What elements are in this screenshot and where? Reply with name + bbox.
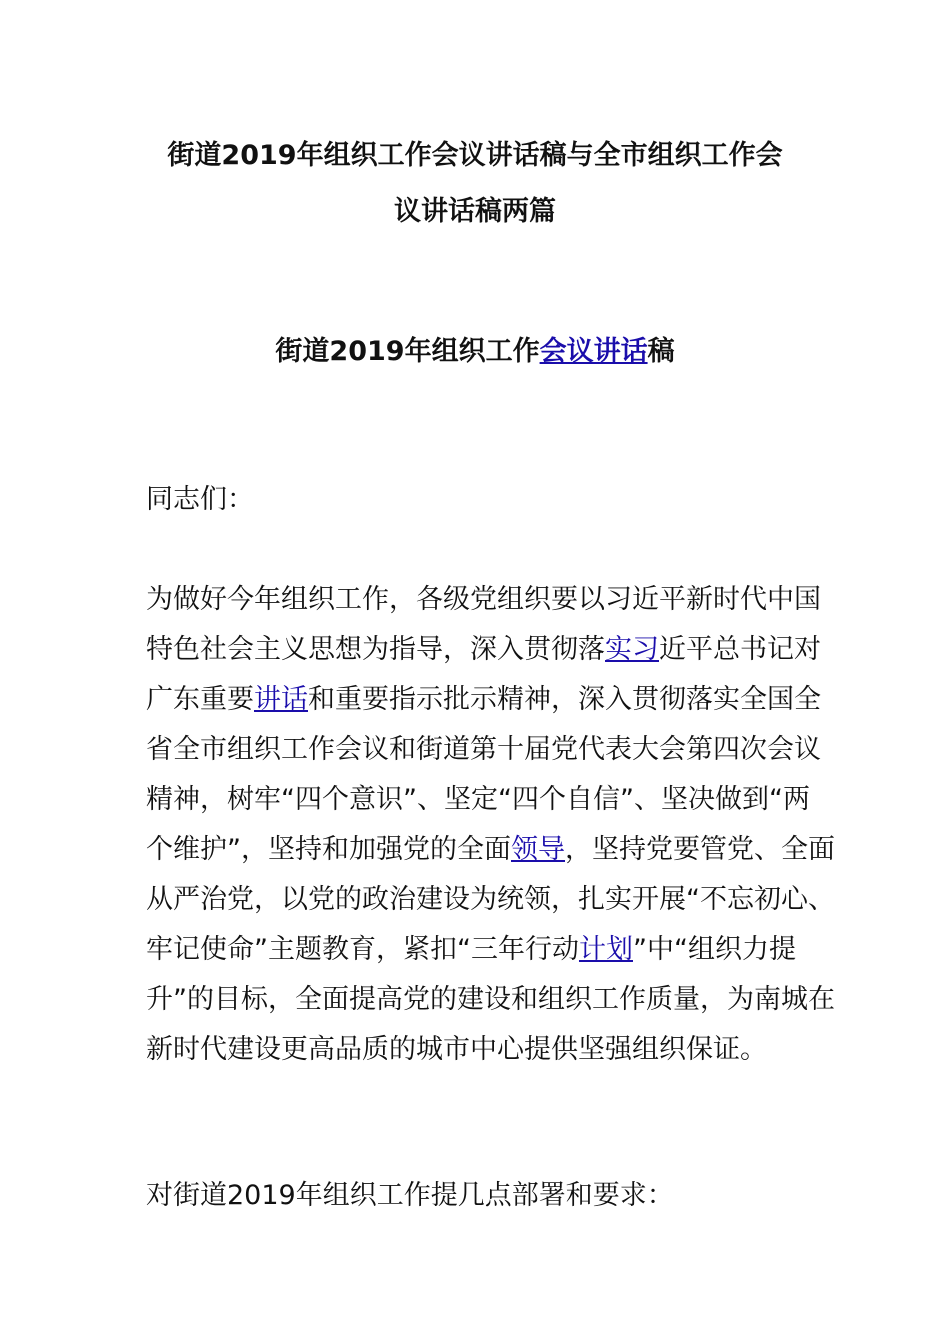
link-jihua[interactable]: 计划: [578, 934, 633, 965]
document-title: [120, 128, 830, 240]
paragraph-text: 为做好今年组织工作，各级党组织要以习近平新时代中国特色社会主义思想为指导，深入贯彻落: [146, 584, 821, 665]
section-title-suffix: 稿: [647, 336, 675, 367]
document-title-line2: 议讲话稿两篇: [394, 196, 556, 227]
section-title-prefix: 街道2019年组织工作: [275, 336, 540, 367]
document-title-line1: 街道2019年组织工作会议讲话稿与全市组织工作会: [167, 140, 783, 171]
greeting: 同志们：: [146, 484, 254, 515]
link-lingdao[interactable]: 领导: [511, 834, 565, 865]
section-title: [120, 328, 830, 376]
paragraph-text: ，坚持党要管党、全面从严治党，以党的政治建设为统领，扎实开展“不忘初心、牢记使命”主题教育，紧扣“三年行动: [146, 834, 835, 965]
paragraph-text: 近平总书记对广东重要: [146, 634, 821, 715]
paragraph-text: ”中“组织力提升”的目标，全面提高党的建设和组织工作质量，为南城在新时代建设更高品质的城市中心提供坚强组织保证。: [146, 934, 835, 1065]
body-paragraph: [146, 575, 836, 1075]
paragraph-text: 和重要指示批示精神，深入贯彻落实全国全省全市组织工作会议和街道第十届党代表大会第四次会议精神，树牢“四个意识”、坚定“四个自信”、坚决做到“两个维护”，坚持和加强党的全面: [146, 684, 821, 865]
section-title-link[interactable]: 会议讲话: [539, 336, 648, 367]
link-jianghua[interactable]: 讲话: [254, 684, 308, 715]
link-shixi[interactable]: 实习: [605, 634, 659, 665]
closing-paragraph: 对街道2019年组织工作提几点部署和要求：: [146, 1180, 674, 1211]
